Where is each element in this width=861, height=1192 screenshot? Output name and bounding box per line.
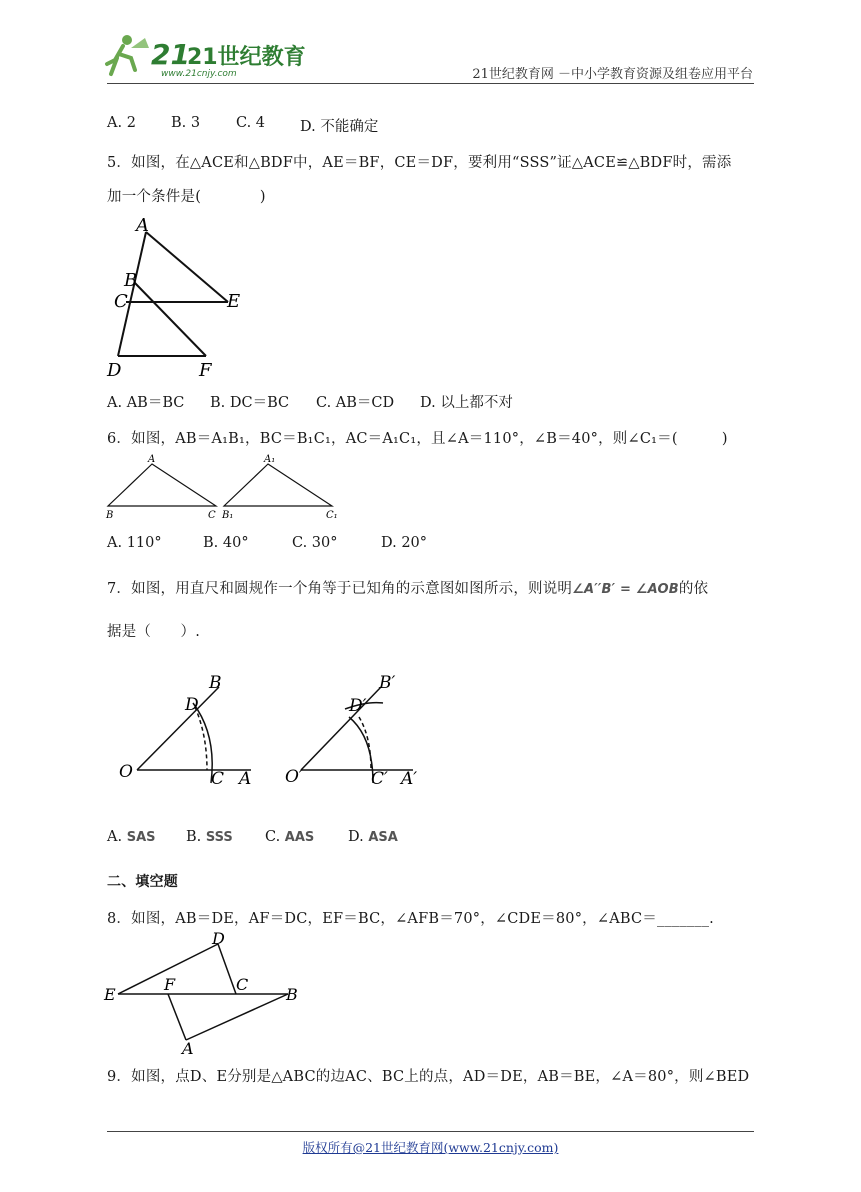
q7-option-c-text: AAS <box>284 830 315 845</box>
q7-label-b: B <box>209 673 222 693</box>
site-title: 21世纪教育网 －中小学教育资源及组卷应用平台 <box>472 67 753 82</box>
q8-label-c: C <box>236 975 249 994</box>
q6-option-c: C. 30° <box>292 535 338 551</box>
q7-option-a <box>107 829 156 845</box>
q7-option-a-prefix: A. <box>107 829 123 845</box>
q8-figure <box>104 928 304 1056</box>
q5-label-f: F <box>199 360 212 381</box>
q7-option-a-text: SAS <box>126 830 156 845</box>
site-logo <box>105 30 306 80</box>
q6-label-b: B <box>106 510 114 521</box>
q7-option-b-text: SSS <box>205 830 233 845</box>
q5-label-c: C <box>114 291 128 312</box>
q7-label-c: C <box>211 769 225 789</box>
q8-label-d: D <box>212 929 225 948</box>
q6-label-a1: A₁ <box>264 454 276 465</box>
q7-label-b-prime: B′ <box>379 673 396 693</box>
q5-label-e: E <box>227 291 241 312</box>
q7-option-b <box>186 829 233 845</box>
q5-label-b: B <box>124 270 138 291</box>
q4-option-b: B. 3 <box>171 115 201 131</box>
logo-text: 21世纪教育 <box>187 45 306 70</box>
q5-option-c: C. AB＝CD <box>316 395 395 411</box>
q7-label-a: A <box>239 769 252 789</box>
q7-text-pre: 7．如图，用直尺和圆规作一个角等于已知角的示意图如图所示，则说明 <box>107 581 573 597</box>
q6-label-c1: C₁ <box>326 510 338 521</box>
q7-label-o-prime: O′ <box>285 767 303 787</box>
q6-label-a: A <box>148 454 156 465</box>
q8-label-b: B <box>286 985 298 1004</box>
q6-label-c: C <box>208 510 216 521</box>
section-title: 二、填空题 <box>107 874 178 890</box>
q5-option-d: D. 以上都不对 <box>420 395 513 411</box>
q6-label-b1: B₁ <box>222 510 234 521</box>
q7-option-c-prefix: C. <box>265 829 281 845</box>
q7-option-d-text: ASA <box>368 830 398 845</box>
header-rule <box>107 83 754 84</box>
q9-text-line1: 9．如图，点D、E分别是△ABC的边AC、BC上的点，AD＝DE，AB＝BE，∠A＝80°，则∠BED <box>107 1069 750 1085</box>
q5-option-a: A. AB＝BC <box>107 395 185 411</box>
q6-option-a: A. 110° <box>107 535 162 551</box>
footer-copyright-link[interactable]: 版权所有@21世纪教育网(www.21cnjy.com) <box>302 1140 559 1155</box>
q7-label-a-prime: A′ <box>401 769 418 789</box>
q5-option-b: B. DC＝BC <box>210 395 290 411</box>
q8-label-e: E <box>104 985 116 1004</box>
q7-label-o: O <box>119 762 133 782</box>
logo-url: www.21cnjy.com <box>161 69 237 79</box>
q5-figure <box>104 212 264 382</box>
q7-label-d: D <box>185 695 199 715</box>
q8-label-a: A <box>182 1039 194 1058</box>
q4-option-d: D. 不能确定 <box>300 119 379 135</box>
svg-text:21: 21 <box>151 38 190 71</box>
q5-label-d: D <box>107 360 122 381</box>
q7-text-line2: 据是（ ）. <box>107 624 201 640</box>
q7-option-d <box>348 829 398 845</box>
q6-option-b: B. 40° <box>203 535 249 551</box>
q7-option-d-prefix: D. <box>348 829 364 845</box>
q4-option-c: C. 4 <box>236 115 266 131</box>
q6-figure <box>104 450 354 525</box>
q5-text-line2: 加一个条件是( ) <box>107 189 266 205</box>
q6-text-line1: 6．如图，AB＝A₁B₁，BC＝B₁C₁，AC＝A₁C₁，且∠A＝110°，∠B＝40°，则∠C₁＝( ) <box>107 431 728 447</box>
q6-option-d: D. 20° <box>381 535 428 551</box>
q7-label-c-prime: C′ <box>371 769 388 789</box>
q8-label-f: F <box>164 975 176 994</box>
q7-option-b-prefix: B. <box>186 829 202 845</box>
q7-formula: ∠A′′B′ = ∠AOB <box>572 582 679 597</box>
q5-text-line1: 5．如图，在△ACE和△BDF中，AE＝BF，CE＝DF，要利用“SSS”证△ACE≌△BDF时，需添 <box>107 155 732 171</box>
q4-option-a: A. 2 <box>107 115 136 131</box>
q8-text-line1: 8．如图，AB＝DE，AF＝DC，EF＝BC，∠AFB＝70°，∠CDE＝80°，∠ABC＝_______. <box>107 911 714 927</box>
q7-option-c <box>265 829 314 845</box>
q7-text-line1 <box>107 577 708 598</box>
q7-text-post: 的依 <box>678 581 709 597</box>
q7-label-d-prime: D′ <box>349 696 367 716</box>
q5-label-a: A <box>136 215 149 236</box>
footer-rule <box>107 1131 754 1132</box>
q7-figure <box>115 665 435 795</box>
